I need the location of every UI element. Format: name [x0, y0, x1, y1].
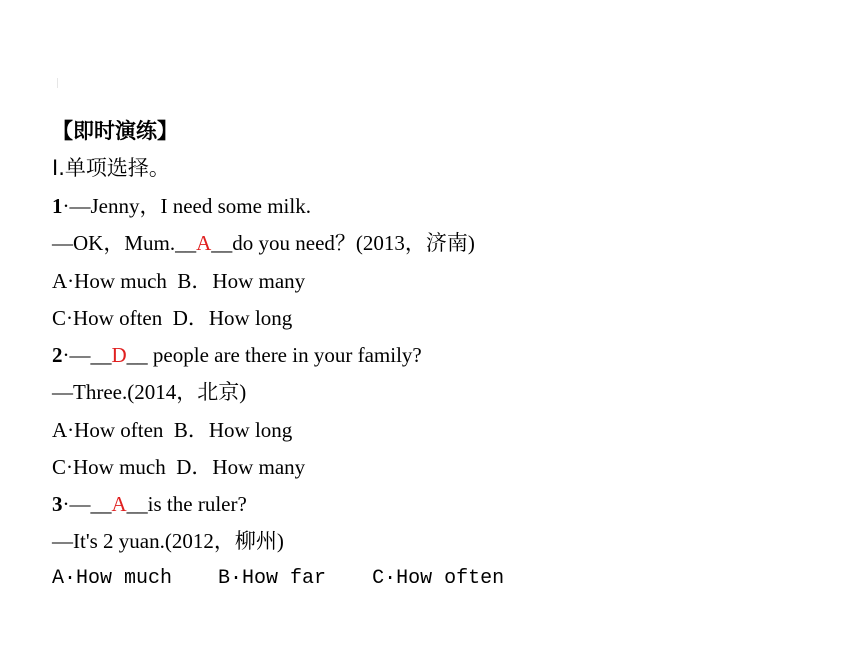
decorative-mark — [57, 78, 58, 88]
answer-D: D — [111, 343, 127, 367]
question-2 — [52, 342, 422, 368]
part-title: Ⅰ.单项选择。 — [52, 156, 170, 180]
question-prompt: __ people are there in your family? — [126, 343, 422, 367]
option-row: C·How much D．How many — [52, 455, 306, 479]
option-row — [52, 566, 504, 592]
option-b: B·How far — [218, 567, 327, 590]
answer-A: A — [196, 231, 212, 255]
option-row: A·How much B．How many — [52, 269, 306, 293]
question-3-reply: —It's 2 yuan.(2012，柳州) — [52, 529, 284, 553]
reply-text: __do you need？(2013，济南) — [211, 231, 475, 255]
question-prompt: __is the ruler? — [126, 492, 247, 516]
question-2-reply: —Three.(2014，北京) — [52, 380, 247, 404]
section-title: 【即时演练】 — [52, 119, 178, 143]
question-prompt: ·—__ — [62, 343, 112, 367]
answer-A: A — [111, 492, 127, 516]
option-c: C·How often — [372, 567, 505, 590]
question-number: 3 — [52, 492, 63, 516]
option-a: A·How much — [52, 567, 173, 590]
question-prompt: ·—Jenny，I need some milk. — [62, 194, 311, 218]
reply-text: —OK，Mum.__ — [52, 231, 197, 255]
option-row: A·How often B．How long — [52, 418, 293, 442]
option-row: C·How often D．How long — [52, 306, 293, 330]
question-prompt: ·—__ — [62, 492, 112, 516]
question-1-reply — [52, 230, 475, 256]
question-number: 2 — [52, 343, 63, 367]
question-number: 1 — [52, 194, 63, 218]
question-3 — [52, 491, 247, 517]
question-1 — [52, 193, 311, 219]
